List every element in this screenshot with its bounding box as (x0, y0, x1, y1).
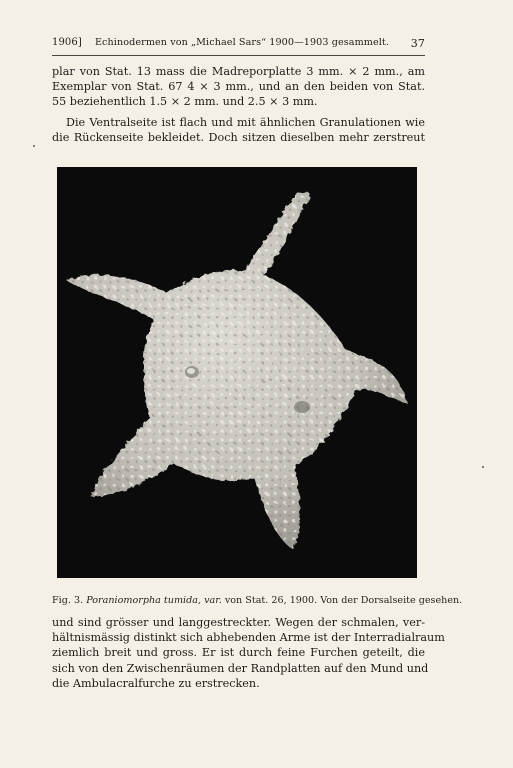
paragraph-1 (52, 64, 425, 110)
running-header (52, 37, 425, 51)
paragraph-3 (52, 615, 445, 691)
figure-label: Fig. 3. (52, 595, 84, 606)
starfish-photograph (57, 167, 417, 578)
text-line: die Rückenseite bekleidet. Doch sitzen dieselben mehr zerstreut (52, 131, 425, 145)
header-year: 1906] (52, 37, 82, 48)
print-speck (33, 145, 35, 147)
starfish-illustration (57, 167, 417, 578)
paragraph-2 (52, 115, 425, 145)
species-name: Poraniomorpha tumida, var. (86, 595, 222, 606)
text-line: plar von Stat. 13 mass die Madreporplatte 3 mm. × 2 mm., am (52, 65, 425, 78)
header-rule (52, 55, 425, 56)
caption-text: von Stat. 26, 1900. Von der Dorsalseite gesehen. (224, 595, 463, 606)
text-line: Die Ventralseite ist flach und mit ähnlichen Granulationen wie (66, 116, 425, 129)
page-number: 37 (410, 37, 425, 50)
header-title: Echinodermen von „Michael Sars“ 1900—1903 gesammelt. (94, 37, 390, 48)
text-line: 55 beziehentlich 1.5 × 2 mm. und 2.5 × 3 mm. (52, 95, 318, 109)
text-line: hältnismässig distinkt sich abhebenden Arme ist der Interradialraum (52, 631, 445, 645)
text-line: und sind grösser und langgestreckter. Wegen der schmalen, ver- (52, 616, 425, 629)
figure-caption (52, 595, 463, 606)
text-line: ziemlich breit und gross. Er ist durch feine Furchen geteilt, die (52, 646, 425, 660)
text-line: die Ambulacralfurche zu erstrecken. (52, 676, 260, 690)
text-line: Exemplar von Stat. 67 4 × 3 mm., und an den beiden von Stat. (52, 80, 425, 94)
text-line: sich von den Zwischenräumen der Randplatten auf den Mund und (52, 661, 429, 675)
print-speck (482, 466, 484, 468)
